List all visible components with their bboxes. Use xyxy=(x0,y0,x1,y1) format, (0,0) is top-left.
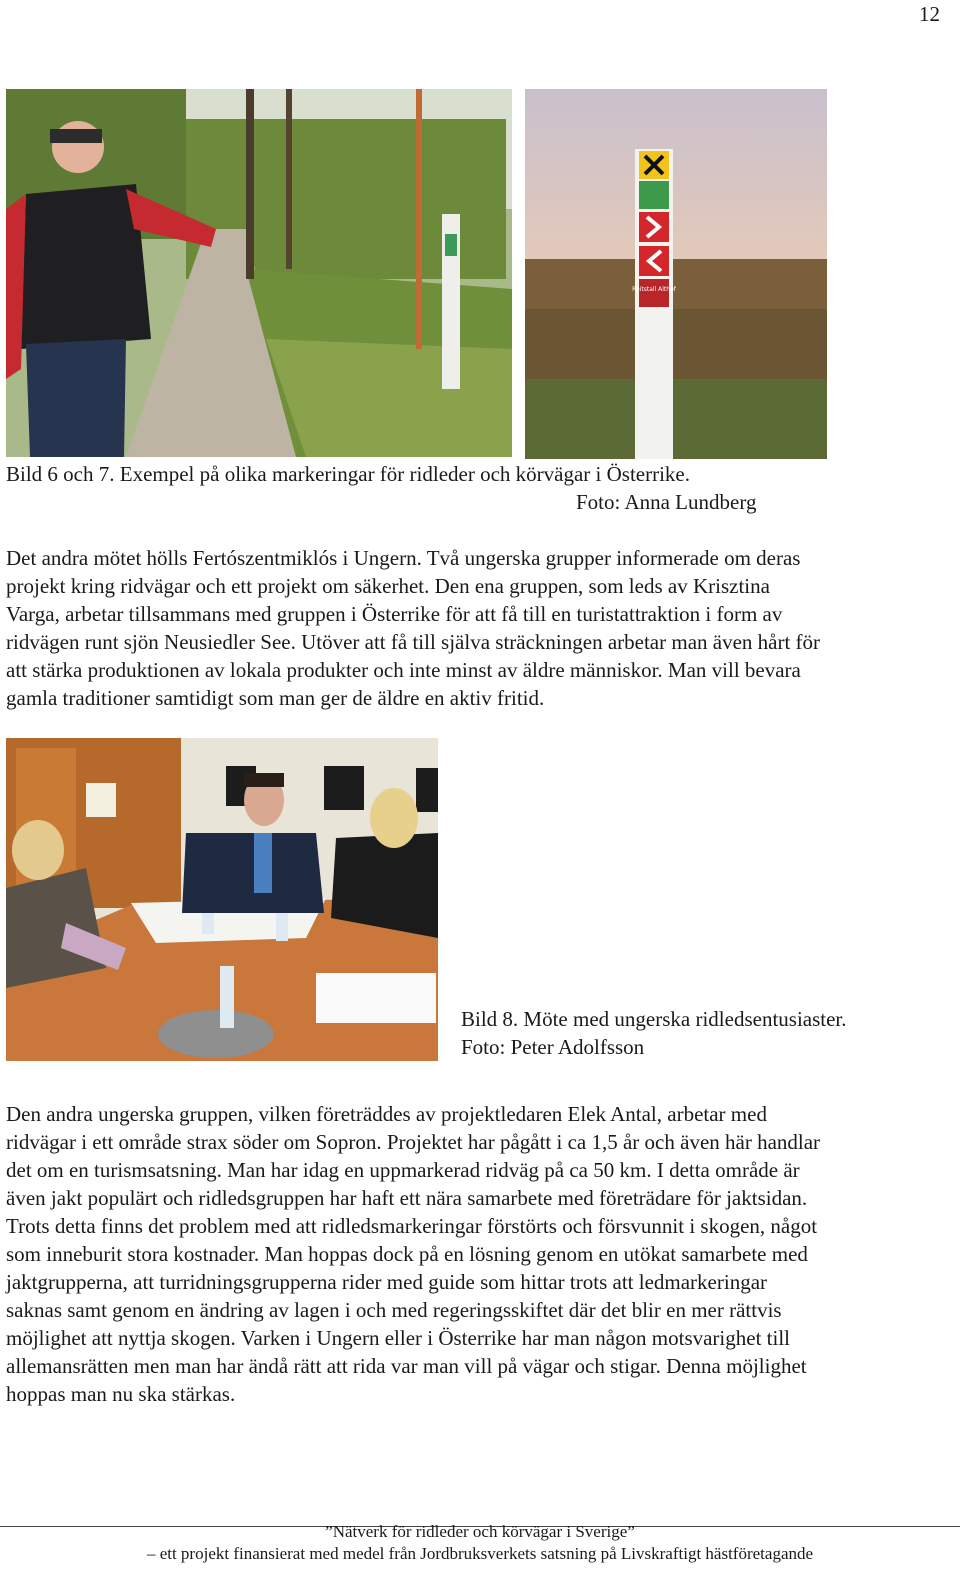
footer-funding-note: – ett projekt finansierat med medel från Jordbruksverkets satsning på Livskraftigt hästföretagande xyxy=(146,1544,814,1563)
page-number: 12 xyxy=(919,2,940,26)
paragraph-line: som inneburit stora kostnader. Man hoppas dock på en lösning genom en utökat samarbete med xyxy=(6,1242,808,1266)
caption-text: Bild 8. Möte med ungerska ridledsentusiaster. xyxy=(461,1007,847,1031)
paragraph-line: Trots detta finns det problem med att ridledsmarkeringar förstörts och försvunnit i skogen, något xyxy=(6,1214,818,1238)
photo-3-drawing xyxy=(6,738,438,1061)
trail-sign-post-photo xyxy=(525,89,827,459)
paragraph-line: det om en turismsatsning. Man har idag en uppmarkerad ridväg på ca 50 km. I detta område är xyxy=(6,1158,800,1182)
paragraph-line: gamla traditioner samtidigt som man ger de äldre en aktiv fritid. xyxy=(6,686,545,710)
paragraph-line: projekt kring ridvägar och ett projekt om säkerhet. Den ena gruppen, som leds av Krisztina xyxy=(6,574,770,598)
photo-2-drawing xyxy=(525,89,827,459)
paragraph-line: hoppas man nu ska stärkas. xyxy=(6,1382,236,1406)
figure-caption-8 xyxy=(461,1005,847,1061)
photo-1-drawing xyxy=(6,89,512,457)
meeting-around-table-photo xyxy=(6,738,438,1061)
paragraph-line: allemansrätten men man har ändå rätt att rida var man vill på vägar och stigar. Denna möjlighet xyxy=(6,1354,807,1378)
paragraph-line: Den andra ungerska gruppen, vilken företräddes av projektledaren Elek Antal, arbetar med xyxy=(6,1102,767,1126)
body-paragraph-1 xyxy=(6,544,954,712)
body-paragraph-2 xyxy=(6,1100,954,1408)
paragraph-line: ridvägen runt sjön Neusiedler See. Utöver att få till själva sträckningen arbetar man även hårt för xyxy=(6,630,821,654)
paragraph-line: Det andra mötet hölls Fertószentmiklós i Ungern. Två ungerska grupper informerade om deras xyxy=(6,546,801,570)
footer-project-title: ”Nätverk för ridleder och körvägar i Sverige” xyxy=(325,1522,635,1541)
paragraph-line: möjlighet att nyttja skogen. Varken i Ungern eller i Österrike har man någon motsvarighet till xyxy=(6,1326,791,1350)
paragraph-line: Varga, arbetar tillsammans med gruppen i Österrike för att få till en turistattraktion i form av xyxy=(6,602,783,626)
paragraph-line: ridvägar i ett område strax söder om Sopron. Projektet har pågått i ca 1,5 år och även här handlar xyxy=(6,1130,821,1154)
paragraph-line: att stärka produktionen av lokala produkter och inte minst av äldre människor. Man vill bevara xyxy=(6,658,801,682)
figure-caption-6-7: Bild 6 och 7. Exempel på olika markeringar för ridleder och körvägar i Österrike. xyxy=(6,462,691,486)
paragraph-line: jaktgrupperna, att turridningsgrupperna rider med guide som hittar trots att ledmarkeringar xyxy=(6,1270,768,1294)
photo-credit-8: Foto: Peter Adolfsson xyxy=(461,1035,645,1059)
sign-label: Reitstall Althof xyxy=(632,286,676,293)
paragraph-line: även jakt populärt och ridledsgruppen har haft ett nära samarbete med företrädare för jaktsidan. xyxy=(6,1186,808,1210)
paragraph-line: saknas samt genom en ändring av lagen i och med regeringsskiftet där det blir en mer rättvis xyxy=(6,1298,782,1322)
photo-credit-6-7: Foto: Anna Lundberg xyxy=(576,490,757,514)
man-by-trail-marker-photo xyxy=(6,89,512,457)
